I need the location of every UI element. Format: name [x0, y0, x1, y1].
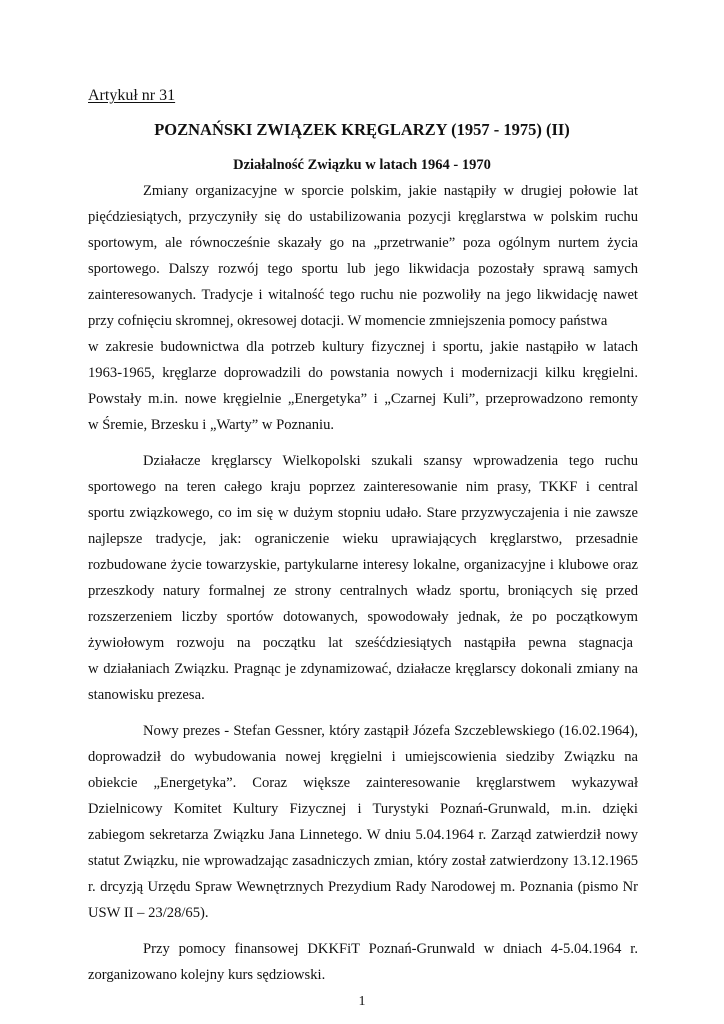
text-line: obiekcie „Energetyka”. Coraz większe zainteresowanie kręglarstwem wykazywał [88, 775, 638, 791]
text-line: zorganizowano kolejny kurs sędziowski. [88, 967, 326, 983]
text-line: w działaniach Związku. Pragnąc je zdynamizować, działacze kręglarscy dokonali zmiany na [88, 661, 638, 677]
text-line: rozszerzeniem liczby sportów dotowanych, spowodowały jednak, że po początkowym [88, 609, 638, 625]
text-line: Działacze kręglarscy Wielkopolski szukali szansy wprowadzenia tego ruchu [143, 453, 638, 469]
text-line: Zmiany organizacyjne w sporcie polskim, jakie nastąpiły w drugiej połowie lat [143, 183, 638, 199]
text-line: Dzielnicowy Komitet Kultury Fizycznej i Turystyki Poznań-Grunwald, m.in. dzięki [88, 801, 638, 817]
text-line: rozbudowane życie towarzyskie, partykularne interesy lokalne, organizacyjne i klubowe oraz [88, 557, 638, 573]
text-line: pięćdziesiątych, przyczyniły się do ustabilizowania pozycji kręglarstwa w polskim ruchu [88, 209, 638, 225]
text-line: zabiegom sekretarza Związku Jana Linnetego. W dniu 5.04.1964 r. Zarząd zatwierdził nowy [88, 827, 638, 843]
section-subtitle: Działalność Związku w latach 1964 - 1970 [233, 157, 491, 173]
article-label: Artykuł nr 31 [88, 87, 176, 104]
text-line: 1963-1965, kręglarze doprowadzili do powstania nowych i modernizacji kilku kręgielni. [88, 365, 638, 381]
text-line: r. drcyzją Urzędu Spraw Wewnętrznych Prezydium Rady Narodowej m. Poznania (pismo Nr [88, 879, 638, 895]
text-line: żywiołowym rozwoju na początku lat sześćdziesiątych nastąpiła pewna stagnacja [88, 635, 633, 651]
text-line: sportowego. Dalszy rozwój tego sportu lub jego likwidacja pozostały sprawą samych [88, 261, 638, 277]
text-line: przeszkody natury formalnej ze strony centralnych władz sportu, broniących się przed [88, 583, 638, 599]
text-line: w Śremie, Brzesku i „Warty” w Poznaniu. [88, 417, 335, 433]
text-line: stanowisku prezesa. [88, 687, 205, 703]
text-line: w zakresie budownictwa dla potrzeb kultury fizycznej i sportu, jakie nastąpiło w latach [88, 339, 638, 355]
text-line: sportu związkowego, co im się w dużym stopniu udało. Stare przyzwyczajenia i nie zawsze [88, 505, 638, 521]
document-title: POZNAŃSKI ZWIĄZEK KRĘGLARZY (1957 - 1975) (II) [154, 120, 570, 139]
text-line: Powstały m.in. nowe kręgielnie „Energetyka” i „Czarnej Kuli”, przeprowadzono remonty [88, 391, 638, 407]
page-number: 1 [358, 994, 366, 1009]
text-line: zainteresowanych. Tradycje i witalność tego ruchu nie pozwoliły na jego likwidację nawet [88, 287, 638, 303]
text-line: sportowym, ale równocześnie skazały go na „przetrwanie” poza ogólnym nurtem życia [88, 235, 638, 251]
text-line: sportowego na teren całego kraju poprzez zainteresowanie nim prasy, TKKF i central [88, 479, 638, 495]
text-line: najlepsze tradycje, jak: ograniczenie wieku uprawiających kręglarstwo, przesadnie [88, 531, 638, 547]
text-line: doprowadził do wybudowania nowej kręgielni i umiejscowienia siedziby Związku na [88, 749, 638, 765]
text-line: Nowy prezes - Stefan Gessner, który zastąpił Józefa Szczeblewskiego (16.02.1964), [143, 723, 638, 739]
text-line: statut Związku, nie wprowadzając zasadniczych zmian, który został zatwierdzony 13.12.1965 [88, 853, 638, 869]
text-line: przy cofnięciu skromnej, okresowej dotacji. W momencie zmniejszenia pomocy państwa [88, 313, 608, 329]
text-line: Przy pomocy finansowej DKKFiT Poznań-Grunwald w dniach 4-5.04.1964 r. [143, 941, 638, 957]
text-line: USW II – 23/28/65). [88, 905, 209, 921]
